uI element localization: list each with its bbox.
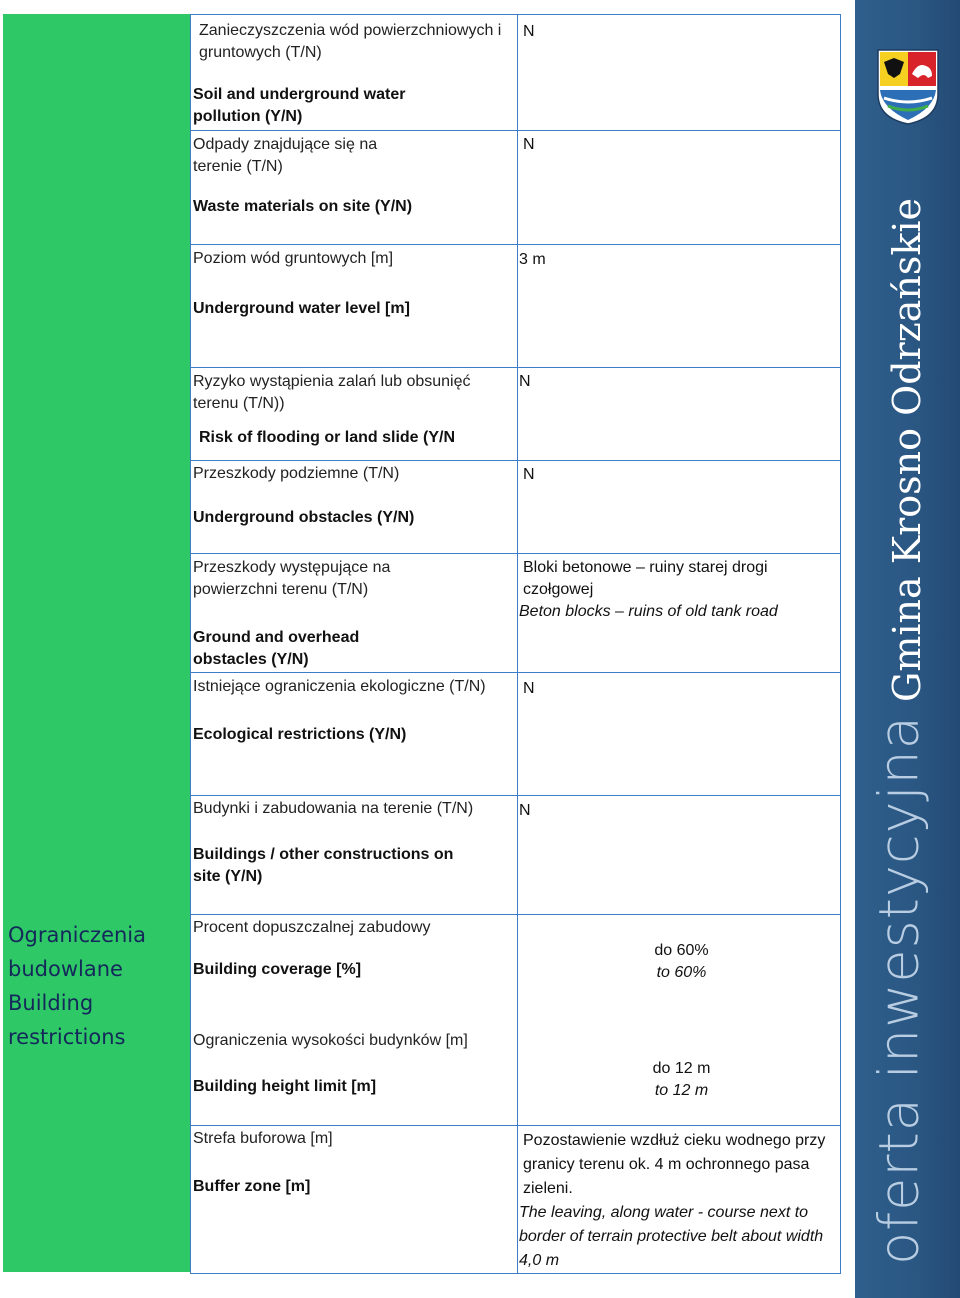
row-value bbox=[518, 131, 841, 245]
table-row bbox=[191, 1126, 841, 1274]
value-english: to 60% bbox=[656, 964, 707, 981]
label-polish: Budynki i zabudowania na terenie (T/N) bbox=[193, 800, 474, 817]
row-value bbox=[518, 15, 841, 131]
branding-sidebar bbox=[855, 0, 960, 1298]
row-label bbox=[191, 245, 518, 368]
row-value bbox=[518, 796, 841, 915]
label-english: Ecological restrictions (Y/N) bbox=[193, 726, 407, 743]
section-title-line: restrictions bbox=[8, 1025, 126, 1049]
row-value bbox=[518, 245, 841, 368]
table-row bbox=[191, 673, 841, 796]
label-polish: Ryzyko wystąpienia zalań lub obsunięć terenu (T/N)) bbox=[193, 373, 471, 412]
table-row bbox=[191, 915, 841, 1126]
row-value bbox=[518, 368, 841, 461]
label-polish: Poziom wód gruntowych [m] bbox=[193, 250, 394, 267]
section-title-line: Ograniczenia bbox=[8, 923, 147, 947]
table-row bbox=[191, 15, 841, 131]
value-english: The leaving, along water - course next to border of terrain protective belt about width 4,0 m bbox=[519, 1204, 824, 1269]
row-label bbox=[191, 461, 518, 554]
label-english: Underground obstacles (Y/N) bbox=[193, 509, 415, 526]
label-english: Underground water level [m] bbox=[193, 300, 410, 317]
label-polish: Przeszkody występujące na powierzchni terenu (T/N) bbox=[193, 559, 391, 598]
row-value bbox=[518, 554, 841, 673]
label-polish: Ograniczenia wysokości budynków [m] bbox=[193, 1032, 468, 1049]
label-english: Building coverage [%] bbox=[193, 961, 362, 978]
label-polish: Przeszkody podziemne (T/N) bbox=[193, 465, 400, 482]
section-title bbox=[8, 918, 188, 1054]
label-polish: Zanieczyszczenia wód powierzchniowych i gruntowych (T/N) bbox=[199, 22, 502, 61]
value-text: N bbox=[523, 23, 535, 40]
table-row bbox=[191, 368, 841, 461]
row-value bbox=[518, 1126, 841, 1274]
value-english: to 12 m bbox=[654, 1082, 709, 1099]
label-polish: Odpady znajdujące się na terenie (T/N) bbox=[193, 136, 378, 175]
label-english: Building height limit [m] bbox=[193, 1078, 377, 1095]
coat-of-arms-icon bbox=[874, 48, 942, 126]
row-label bbox=[191, 554, 518, 673]
green-category-column bbox=[3, 14, 191, 1272]
value-polish: Pozostawienie wzdłuż cieku wodnego przy granicy terenu ok. 4 m ochronnego pasa zieleni. bbox=[523, 1132, 826, 1197]
properties-table bbox=[190, 14, 841, 1274]
investment-offer-text: oferta inwestycyjna bbox=[867, 715, 931, 1265]
value-english: Beton blocks – ruins of old tank road bbox=[519, 603, 778, 620]
table-row bbox=[191, 461, 841, 554]
value-text: N bbox=[519, 802, 531, 819]
table-row bbox=[191, 245, 841, 368]
row-value bbox=[518, 915, 841, 1126]
row-label bbox=[191, 368, 518, 461]
row-label bbox=[191, 1126, 518, 1274]
row-label bbox=[191, 673, 518, 796]
label-english: Buildings / other constructions on site (Y/N) bbox=[193, 846, 454, 885]
row-label bbox=[191, 15, 518, 131]
table-row bbox=[191, 131, 841, 245]
value-text: N bbox=[523, 680, 535, 697]
table-row bbox=[191, 554, 841, 673]
row-label bbox=[191, 796, 518, 915]
label-polish: Istniejące ograniczenia ekologiczne (T/N) bbox=[193, 678, 486, 695]
label-english: Waste materials on site (Y/N) bbox=[193, 198, 413, 215]
value-polish: Bloki betonowe – ruiny starej drogi czołgowej bbox=[523, 559, 768, 598]
value-text: N bbox=[523, 466, 535, 483]
label-polish: Procent dopuszczalnej zabudowy bbox=[193, 919, 431, 936]
row-value bbox=[518, 461, 841, 554]
table-row bbox=[191, 796, 841, 915]
label-english: Buffer zone [m] bbox=[193, 1178, 311, 1195]
label-english: Risk of flooding or land slide (Y/N bbox=[199, 429, 456, 446]
value-text: N bbox=[519, 373, 531, 390]
section-title-line: Building bbox=[8, 991, 94, 1015]
value-text: N bbox=[523, 136, 535, 153]
label-english: Ground and overhead obstacles (Y/N) bbox=[193, 629, 360, 668]
value-polish: do 60% bbox=[654, 942, 709, 959]
municipality-name: Gmina Krosno Odrzańskie bbox=[885, 197, 929, 703]
value-text: 3 m bbox=[519, 251, 546, 268]
row-value bbox=[518, 673, 841, 796]
label-english: Soil and underground water pollution (Y/N) bbox=[193, 86, 406, 125]
label-polish: Strefa buforowa [m] bbox=[193, 1130, 333, 1147]
row-label bbox=[191, 915, 518, 1126]
row-label bbox=[191, 131, 518, 245]
section-title-line: budowlane bbox=[8, 957, 123, 981]
value-polish: do 12 m bbox=[652, 1060, 711, 1077]
